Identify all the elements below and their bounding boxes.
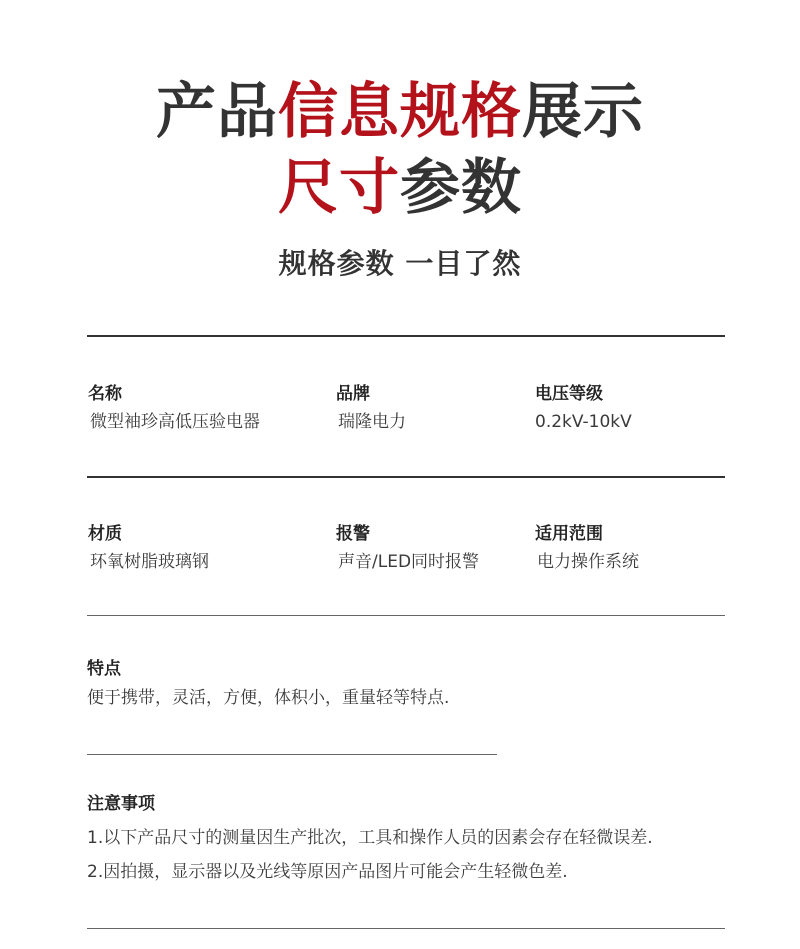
page-subtitle: 规格参数 一目了然 bbox=[278, 247, 522, 280]
divider bbox=[87, 615, 725, 616]
divider bbox=[87, 476, 725, 478]
spec-label-voltage: 电压等级 bbox=[535, 384, 603, 404]
divider-short bbox=[87, 754, 497, 755]
title-part-dark: 产品 bbox=[156, 77, 278, 147]
spec-label-name: 名称 bbox=[88, 384, 122, 404]
notes-item: 2.因拍摄，显示器以及光线等原因产品图片可能会产生轻微色差. bbox=[87, 862, 568, 882]
title-part-dark: 展示 bbox=[522, 77, 644, 147]
spec-value-voltage: 0.2kV-10kV bbox=[535, 412, 632, 432]
spec-value-name: 微型袖珍高低压验电器 bbox=[90, 412, 260, 432]
spec-value-material: 环氧树脂玻璃钢 bbox=[90, 552, 209, 572]
notes-item: 1.以下产品尺寸的测量因生产批次，工具和操作人员的因素会存在轻微误差. bbox=[87, 828, 653, 848]
spec-label-brand: 品牌 bbox=[336, 384, 370, 404]
notes-label: 注意事项 bbox=[87, 794, 155, 814]
spec-value-alarm: 声音/LED同时报警 bbox=[338, 552, 480, 572]
spec-label-alarm: 报警 bbox=[336, 524, 370, 544]
page-title bbox=[0, 74, 800, 150]
title-part-dark: 参数 bbox=[400, 153, 522, 223]
spec-label-material: 材质 bbox=[88, 524, 122, 544]
features-value: 便于携带，灵活，方便，体积小，重量轻等特点. bbox=[87, 688, 450, 708]
title-part-red: 尺寸 bbox=[278, 153, 400, 223]
spec-label-scope: 适用范围 bbox=[535, 524, 603, 544]
divider bbox=[87, 335, 725, 337]
spec-value-scope: 电力操作系统 bbox=[537, 552, 639, 572]
page-title-line2 bbox=[0, 150, 800, 226]
title-part-red: 信息规格 bbox=[278, 77, 522, 147]
features-label: 特点 bbox=[87, 659, 121, 679]
spec-value-brand: 瑞隆电力 bbox=[338, 412, 406, 432]
divider bbox=[87, 928, 725, 929]
